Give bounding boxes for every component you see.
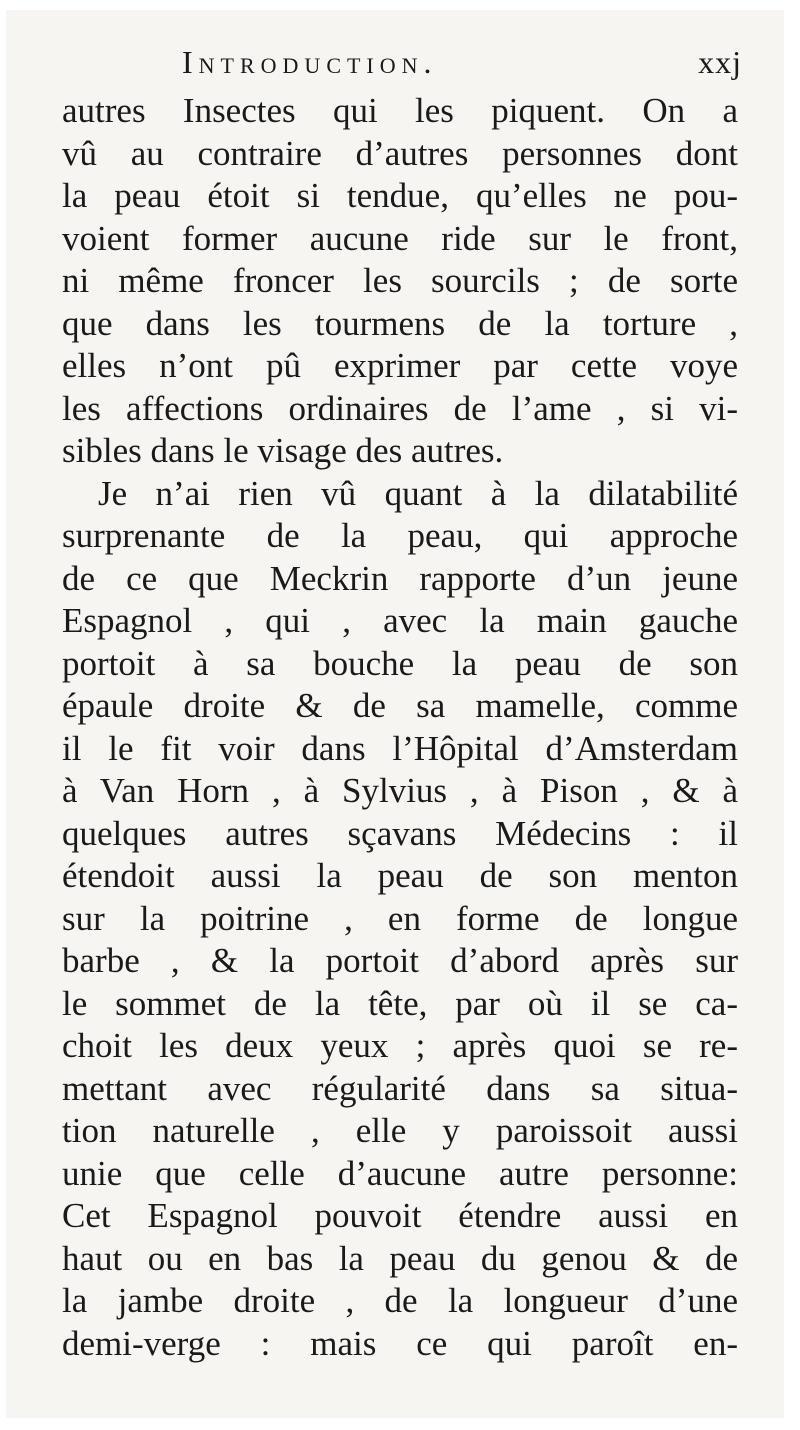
text-line: ni même froncer les sourcils ; de sorte bbox=[62, 261, 738, 300]
text-line: le sommet de la tête, par où il se ca- bbox=[62, 983, 738, 1023]
text-line: la jambe droite , de la longueur d’une bbox=[62, 1281, 738, 1320]
page-number: xxj bbox=[698, 44, 742, 80]
text-line: choit les deux yeux ; après quoi se re- bbox=[62, 1026, 738, 1065]
text-line: unie que celle d’aucune autre personne: bbox=[62, 1153, 738, 1193]
body-text bbox=[62, 90, 738, 1365]
text-line: les affections ordinaires de l’ame , si vi- bbox=[62, 388, 738, 428]
text-line: surprenante de la peau, qui approche bbox=[62, 516, 738, 555]
text-line: sibles dans le visage des autres. bbox=[62, 431, 504, 470]
paragraph bbox=[62, 90, 738, 473]
text-line: autres Insectes qui les piquent. On a bbox=[62, 91, 738, 130]
text-line: tion naturelle , elle y paroissoit aussi bbox=[62, 1111, 738, 1150]
text-line: Cet Espagnol pouvoit étendre aussi en bbox=[62, 1196, 738, 1235]
text-line: à Van Horn , à Sylvius , à Pison , & à bbox=[62, 771, 738, 810]
text-line: de ce que Meckrin rapporte d’un jeune bbox=[62, 558, 738, 598]
text-line: il le fit voir dans l’Hôpital d’Amsterdam bbox=[62, 728, 738, 768]
text-line: voient former aucune ride sur le front, bbox=[62, 218, 738, 258]
running-title: Introduction. bbox=[182, 44, 438, 80]
text-line: Je n’ai rien vû quant à la dilatabilité bbox=[98, 473, 738, 513]
text-line: épaule droite & de sa mamelle, comme bbox=[62, 686, 738, 725]
text-line: la peau étoit si tendue, qu’elles ne pou- bbox=[62, 176, 738, 215]
text-line: barbe , & la portoit d’abord après sur bbox=[62, 941, 738, 980]
text-line: demi-verge : mais ce qui paroît en- bbox=[62, 1323, 738, 1363]
text-line: elles n’ont pû exprimer par cette voye bbox=[62, 346, 738, 385]
text-line: sur la poitrine , en forme de longue bbox=[62, 898, 738, 938]
text-line: mettant avec régularité dans sa situa- bbox=[62, 1068, 738, 1108]
text-line: étendoit aussi la peau de son menton bbox=[62, 856, 738, 895]
text-line: haut ou en bas la peau du genou & de bbox=[62, 1238, 738, 1278]
text-line: Espagnol , qui , avec la main gauche bbox=[62, 601, 738, 640]
text-line: vû au contraire d’autres personnes dont bbox=[62, 133, 738, 173]
text-line: portoit à sa bouche la peau de son bbox=[62, 643, 738, 683]
page-header bbox=[182, 44, 742, 92]
text-line: quelques autres sçavans Médecins : il bbox=[62, 813, 738, 853]
paragraph bbox=[62, 473, 738, 1366]
text-line: que dans les tourmens de la torture , bbox=[62, 303, 738, 343]
